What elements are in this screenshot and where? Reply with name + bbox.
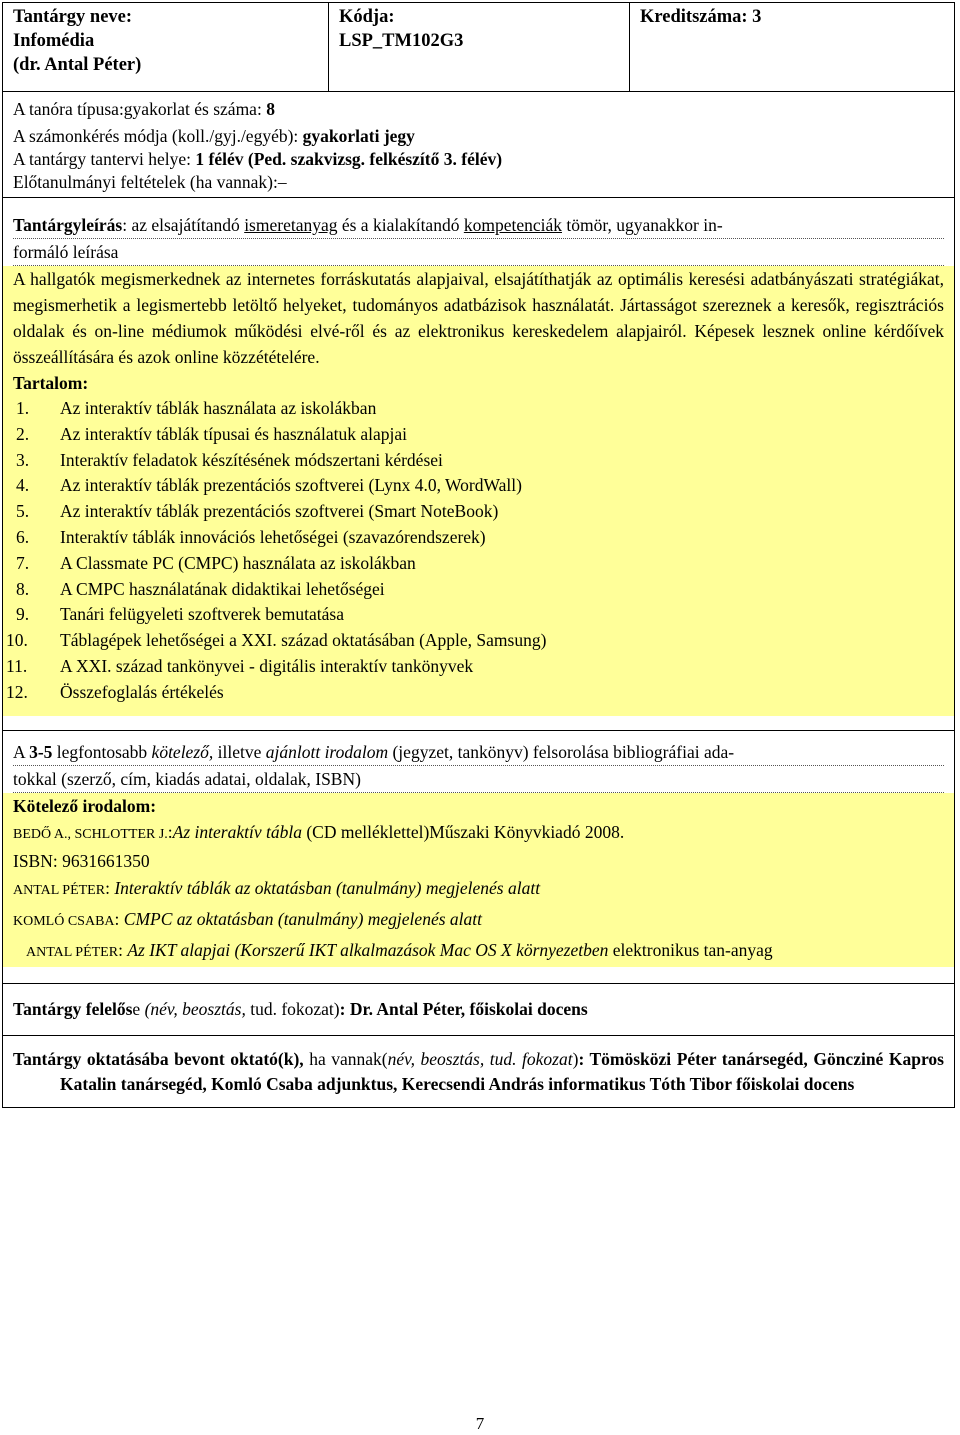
contents-item bbox=[16, 551, 944, 577]
contents-item-number: 8. bbox=[16, 578, 30, 599]
literature-cell bbox=[3, 730, 955, 983]
code-cell bbox=[329, 3, 630, 92]
contents-item-number: 7. bbox=[16, 552, 30, 573]
reference-4: ANTAL PÉTER: Az IKT alapjai (Korszerű IKT alkalmazások Mac OS X környezetben elektronikus tan-anyag bbox=[26, 939, 773, 960]
curriculum-line bbox=[13, 148, 944, 171]
contents-item bbox=[16, 499, 944, 525]
credit-cell bbox=[630, 3, 955, 92]
instructors-row bbox=[3, 1035, 955, 1107]
contents-item bbox=[16, 448, 944, 474]
literature-intro-line2: tokkal (szerző, cím, kiadás adatai, oldalak, ISBN) bbox=[13, 766, 944, 793]
subject-cell bbox=[3, 3, 329, 92]
contents-item-number: 1. bbox=[16, 398, 30, 418]
contents-item bbox=[16, 577, 944, 603]
instructors-list: : Tömösközi Péter tanársegéd, Göncziné Kapros Katalin tanársegéd, Komló Csaba adjunktus, Kerecsendi András informatikus Tóth Tibor főiskolai docens bbox=[60, 1048, 944, 1094]
description-cell bbox=[3, 198, 955, 731]
contents-item-text: Összefoglalás értékelés bbox=[60, 681, 224, 702]
contents-item bbox=[16, 422, 944, 448]
contents-item-text: A XXI. század tankönyvei - digitális interaktív tankönyvek bbox=[60, 655, 474, 676]
code-value: LSP_TM102G3 bbox=[339, 31, 464, 51]
literature-intro: A 3-5 legfontosabb kötelező, illetve ajánlott irodalom (jegyzet, tankönyv) felsorolása bibliográfiai ada- bbox=[13, 739, 944, 766]
description-heading: Tantárgyleírás: az elsajátítandó ismeretanyag és a kialakítandó kompetenciák tömör, ugyanakkor in- bbox=[13, 212, 944, 239]
course-form-table bbox=[2, 2, 955, 1108]
contents-item-text: Interaktív táblák innovációs lehetőségei (szavazórendszerek) bbox=[60, 526, 486, 547]
contents-item-text: A Classmate PC (CMPC) használata az iskolákban bbox=[60, 552, 416, 573]
assessment-prefix: A számonkérés módja (koll./gyj./egyéb): bbox=[13, 126, 303, 146]
contents-item bbox=[6, 628, 944, 654]
page-number: 7 bbox=[475, 1414, 485, 1433]
curriculum-value: 1 félév (Ped. szakvizsg. felkészítő 3. félév) bbox=[195, 149, 503, 169]
contents-list bbox=[6, 396, 944, 706]
contents-item-number: 6. bbox=[16, 526, 30, 547]
reference-1: BEDŐ A., SCHLOTTER J.:Az interaktív tábla (CD melléklettel)Műszaki Könyvkiadó 2008. bbox=[13, 821, 625, 842]
contents-item-number: 12. bbox=[6, 681, 28, 702]
assessment-line bbox=[13, 125, 944, 148]
credit-value: Kreditszáma: 3 bbox=[640, 7, 762, 27]
contents-item bbox=[16, 473, 944, 499]
contents-item bbox=[6, 680, 944, 706]
contents-item bbox=[6, 654, 944, 680]
description-paragraph: A hallgatók megismerkednek az internetes forráskutatás alapjaival, elsajátíthatják az optimális keresési adatbányászati stratégiákat, megismerhetik a legismertebb letöltő helyeket, tudományos adatbázisok használatát. Jártasságot szereznek a keresők, regisztrációs oldalak és on-line médiumok működési elvé-ről és az elektronikus kereskedelem alapjairól. Képesek lesznek online kérdőívek összeállítására és azok online közzétételére. bbox=[13, 269, 944, 367]
responsible-cell: Tantárgy felelőse (név, beosztás, tud. fokozat): Dr. Antal Péter, főiskolai docens bbox=[3, 983, 955, 1035]
assessment-value: gyakorlati jegy bbox=[302, 126, 415, 146]
curriculum-prefix: A tantárgy tantervi helye: bbox=[13, 149, 196, 169]
info-row bbox=[3, 92, 955, 198]
header-row bbox=[3, 3, 955, 92]
contents-item-text: Az interaktív táblák prezentációs szoftverei (Lynx 4.0, WordWall) bbox=[60, 475, 522, 496]
description-body bbox=[3, 266, 954, 716]
class-type-prefix: A tanóra típusa:gyakorlat és száma: bbox=[13, 99, 267, 119]
required-label: Kötelező irodalom: bbox=[13, 795, 157, 816]
description-heading-line2: formáló leírása bbox=[13, 239, 944, 266]
subject-teacher: (dr. Antal Péter) bbox=[13, 55, 142, 75]
contents-item-text: Interaktív feladatok készítésének módszertani kérdései bbox=[60, 449, 443, 470]
reference-2: ANTAL PÉTER: Interaktív táblák az oktatásban (tanulmány) megjelenés alatt bbox=[13, 877, 541, 898]
info-cell bbox=[3, 92, 955, 198]
literature-row bbox=[3, 730, 955, 983]
prerequisites-line: Előtanulmányi feltételek (ha vannak):– bbox=[13, 172, 287, 192]
responsible-row bbox=[3, 983, 955, 1035]
contents-item-number: 10. bbox=[6, 630, 28, 651]
contents-item-number: 5. bbox=[16, 501, 30, 522]
contents-item-number: 11. bbox=[6, 655, 28, 676]
contents-item-text: A CMPC használatának didaktikai lehetőségei bbox=[60, 578, 385, 599]
subject-name: Infomédia bbox=[13, 31, 95, 51]
code-label: Kódja: bbox=[339, 7, 395, 27]
contents-item-text: Az interaktív táblák típusai és használatuk alapjai bbox=[60, 423, 407, 444]
contents-item bbox=[16, 525, 944, 551]
responsible-person: : Dr. Antal Péter, főiskolai docens bbox=[339, 998, 588, 1019]
contents-item-text: Táblagépek lehetőségei a XXI. század oktatásában (Apple, Samsung) bbox=[60, 630, 547, 651]
contents-item bbox=[16, 602, 944, 628]
instructors-cell: Tantárgy oktatásába bevont oktató(k), ha vannak(név, beosztás, tud. fokozat): Tömösközi Péter tanársegéd, Göncziné Kapros Katalin tanársegéd, Komló Csaba adjunktus, Kerecsendi András informatikus Tóth Tibor főiskolai docens bbox=[3, 1035, 955, 1107]
class-type-line bbox=[13, 98, 944, 121]
contents-item-number: 2. bbox=[16, 423, 30, 444]
contents-item-text: Az interaktív táblák használata az iskolákban bbox=[60, 398, 377, 418]
contents-item-number: 9. bbox=[16, 604, 30, 625]
class-count: 8 bbox=[266, 99, 275, 119]
contents-item-text: Az interaktív táblák prezentációs szoftverei (Smart NoteBook) bbox=[60, 501, 499, 522]
literature-body bbox=[3, 793, 954, 967]
contents-label: Tartalom: bbox=[13, 373, 89, 393]
reference-1-isbn: ISBN: 9631661350 bbox=[13, 850, 150, 871]
contents-item-number: 3. bbox=[16, 449, 30, 470]
contents-item-text: Tanári felügyeleti szoftverek bemutatása bbox=[60, 604, 344, 625]
subject-label: Tantárgy neve: bbox=[13, 7, 133, 27]
contents-item bbox=[16, 396, 944, 422]
reference-3: KOMLÓ CSABA: CMPC az oktatásban (tanulmány) megjelenés alatt bbox=[13, 908, 482, 929]
contents-item-number: 4. bbox=[16, 475, 30, 496]
description-row bbox=[3, 198, 955, 731]
